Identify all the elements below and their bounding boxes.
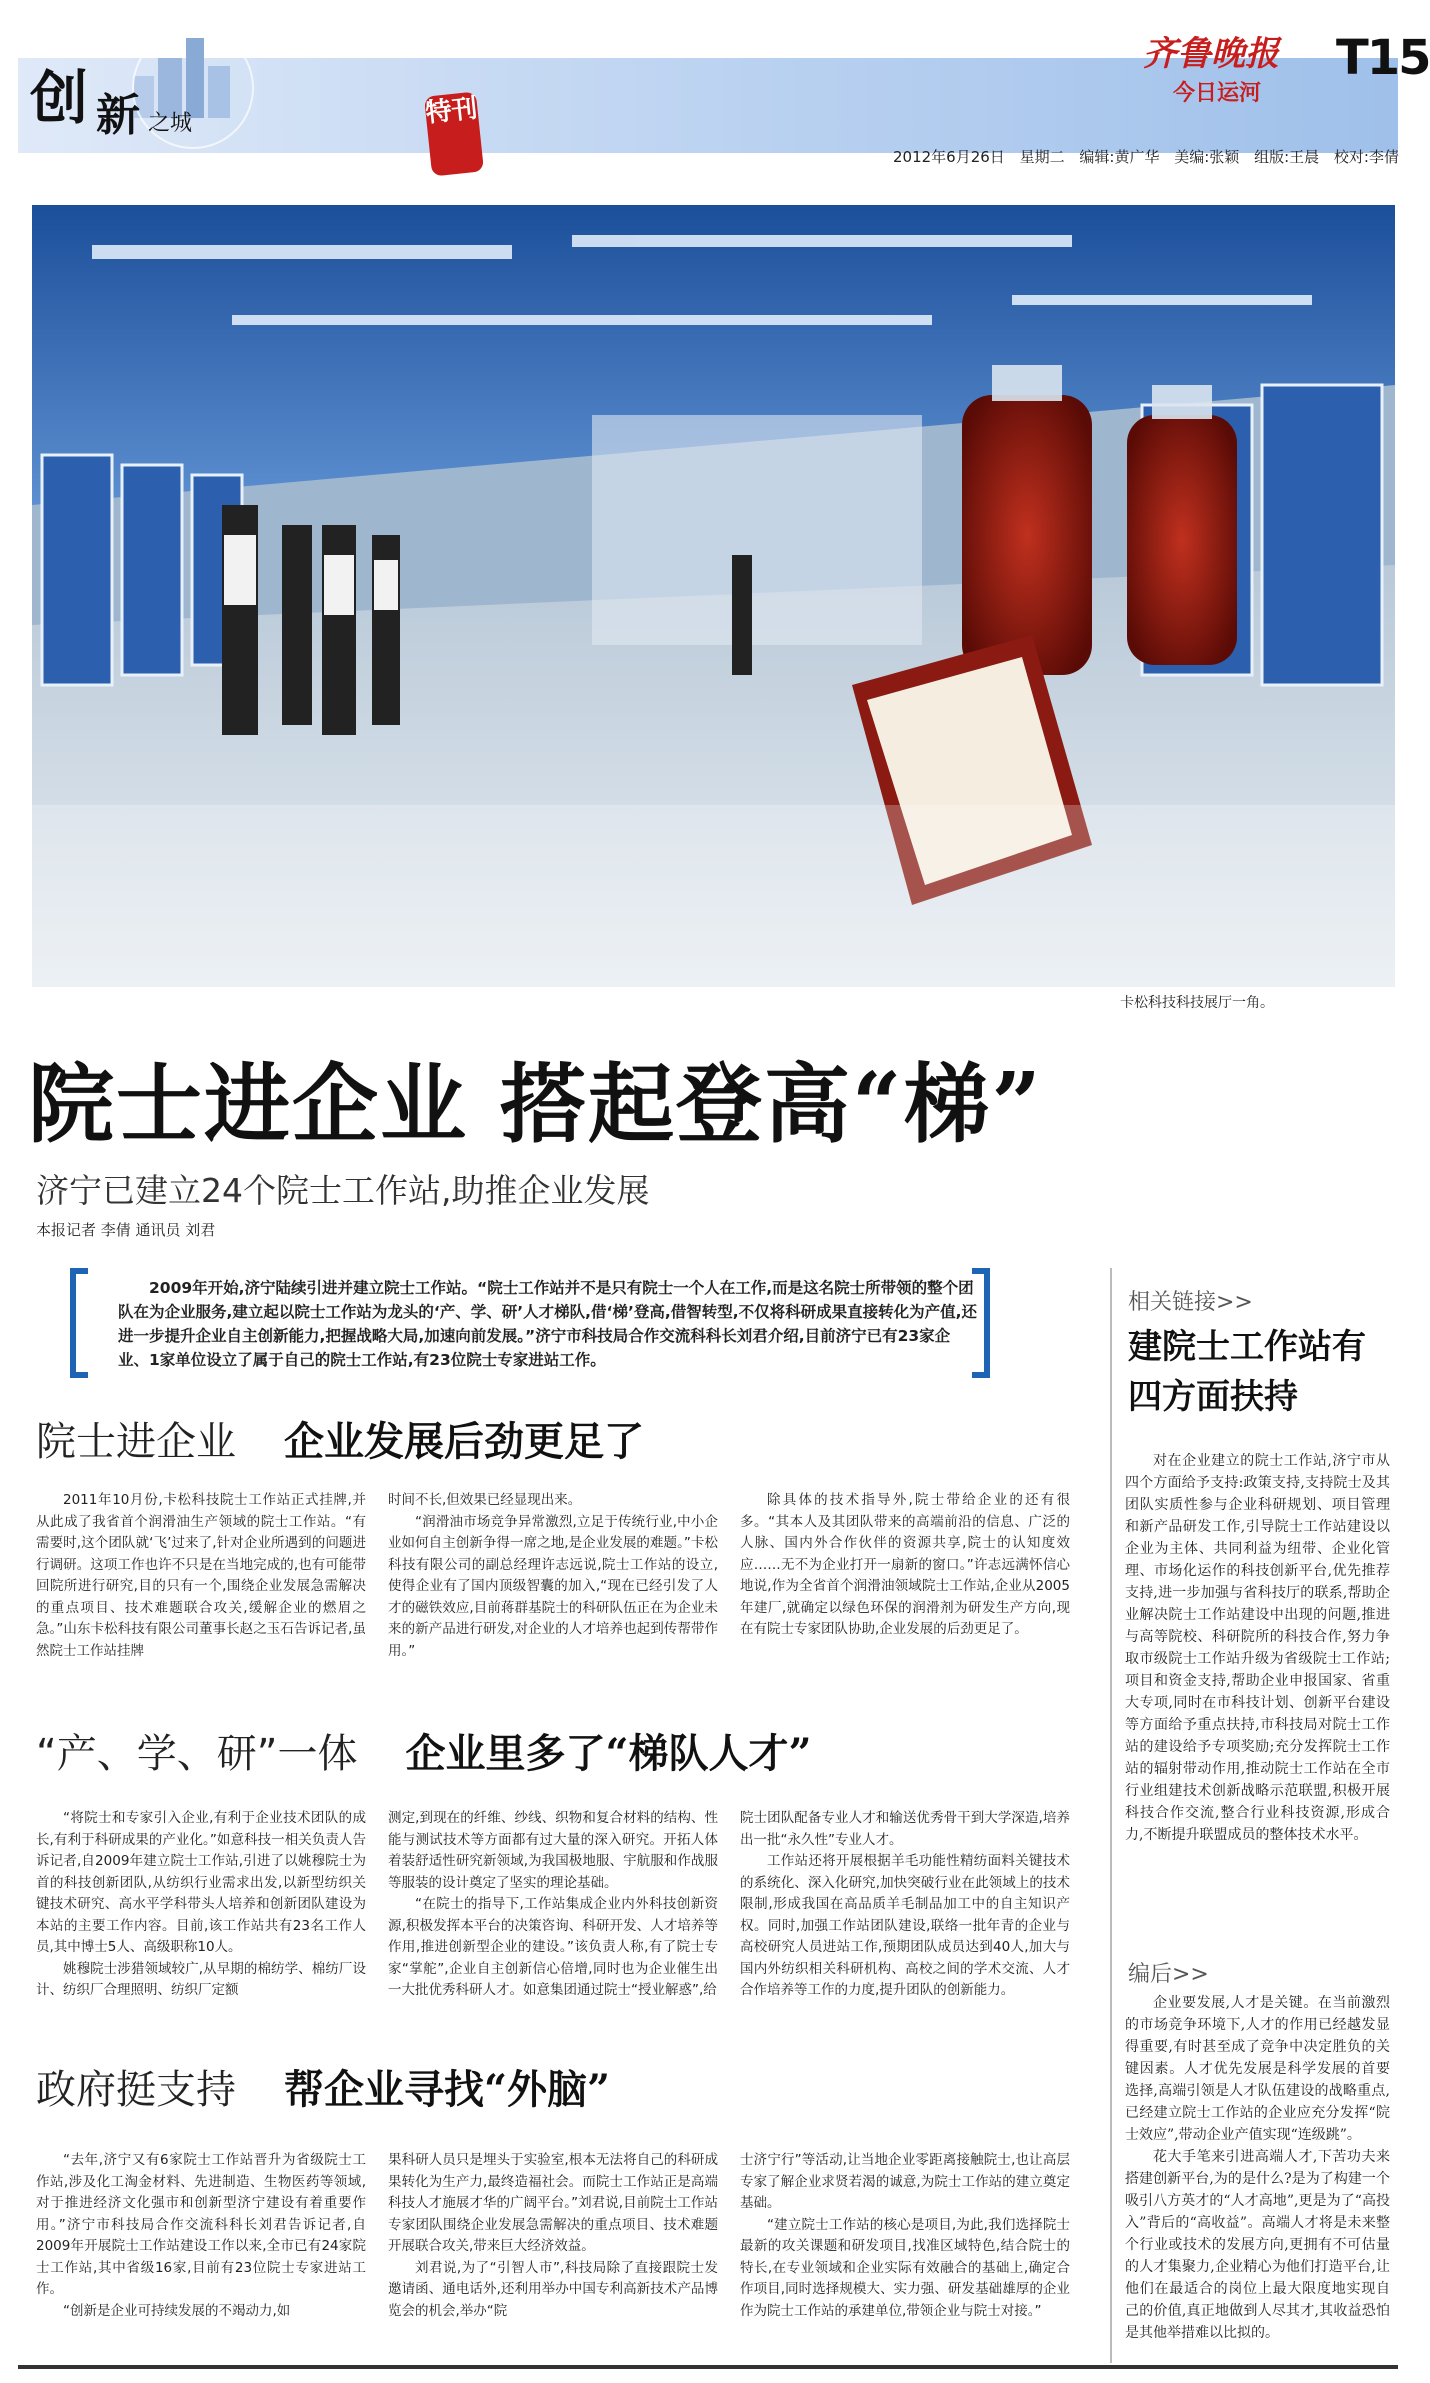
paragraph: 花大手笔来引进高端人才,下苦功夫来搭建创新平台,为的是什么?是为了构建一个吸引八方英才的“人才高地”,更是为了“高投入”背后的“高收益”。高端人才将是未来整个行业或技术的发展方向,更拥有不可估量的人才集聚力,企业精心为他们打造平台,让他们在最适合的岗位上最大限度地实现自己的价值,真正地做到人尽其才,其收益恐怕是其他举措难以比拟的。 xyxy=(1125,2149,1390,2341)
paragraph: 果科研人员只是埋头于实验室,根本无法将自己的科研成果转化为生产力,最终造福社会。而院士工作站正是高端科技人才施展才华的广阔平台。”刘君说,目前院士工作站专家团队围绕企业发展急需解决的重点项目、技术难题开展联合攻关,带来巨大经济效益。 xyxy=(388,2152,718,2254)
bottom-rule xyxy=(18,2365,1398,2369)
sidebar-title: 建院士工作站有四方面扶持 xyxy=(1128,1327,1366,1417)
section-heading xyxy=(36,1722,811,1779)
paragraph: 企业要发展,人才是关键。在当前激烈的市场竞争环境下,人才的作用已经越发显得重要,有时甚至成了竞争中决定胜负的关键因素。人才优先发展是科学发展的首要选择,高端引领是人才队伍建设的战略重点,已经建立院士工作站的企业应充分发挥“院士效应”,带动企业产值实现“连级跳”。 xyxy=(1125,1995,1390,2143)
paragraph: 2011年10月份,卡松科技院士工作站正式挂牌,并从此成了我省首个润滑油生产领域的院士工作站。“有需要时,这个团队就‘飞’过来了,针对企业所遇到的问题进行调研。这项工作也许不只是在当地完成的,也有可能带回院所进行研究,目的只有一个,围绕企业发展急需解决的重点项目、技术难题联合攻关,缓解企业的燃眉之急。”山东卡松科技有限公司董事长赵之玉石告诉记者,虽然院士工作站挂牌 xyxy=(36,1492,366,1659)
paragraph: 时间不长,但效果已经显现出来。 xyxy=(388,1492,582,1508)
sidebar-body xyxy=(1125,1450,1390,1846)
lead-box xyxy=(70,1268,990,1378)
text-column xyxy=(740,1808,1070,2002)
page-header xyxy=(18,18,1430,188)
text-column xyxy=(740,2150,1070,2322)
text-column xyxy=(36,1490,366,1662)
text-column xyxy=(740,1490,1070,1641)
section-kicker: 政府挺支持 xyxy=(36,2067,236,2113)
byline: 本报记者 李倩 通讯员 刘君 xyxy=(36,1221,216,1239)
svg-text:新: 新 xyxy=(96,90,140,141)
newspaper-name: 齐鲁晚报 xyxy=(1143,34,1279,74)
paragraph: “润滑油市场竞争异常激烈,立足于传统行业,中小企业如何自主创新争得一席之地,是企业发展的难题。”卡松科技有限公司的副总经理许志远说,院士工作站的设立,使得企业有了国内顶级智囊的加入,“现在已经引发了人才的磁铁效应,目前蒋群基院士的科研队伍正在为企业未来的新产品进行研发,对企业的人才培养也起到传帮带作用。” xyxy=(388,1513,718,1659)
text-column xyxy=(388,2150,718,2322)
logo-text: 创 xyxy=(30,64,89,132)
paragraph: “建立院士工作站的核心是项目,为此,我们选择院士最新的攻关课题和研发项目,找准区域特色,结合院士的特长,在专业领域和企业实际有效融合的基础上,确定合作项目,同时选择规模大、实力强、研发基础雄厚的企业作为院士工作站的承建单位,带领企业与院士对接。” xyxy=(740,2216,1070,2319)
exhibition-hall-photo xyxy=(32,205,1395,987)
sidebar-divider xyxy=(1110,1268,1112,2363)
section-heading xyxy=(36,2058,610,2115)
special-issue-badge: 特刊 xyxy=(424,92,484,177)
section-name: 今日运河 xyxy=(1173,81,1262,106)
paragraph: 院士团队配备专业人才和输送优秀骨干到大学深造,培养出一批“永久性”专业人才。 xyxy=(740,1810,1070,1848)
section-kicker: “产、学、研”一体 xyxy=(36,1731,358,1777)
layout-credit: 组版:王晨 xyxy=(1254,148,1320,166)
paragraph: “在院士的指导下,工作站集成企业内外科技创新资源,积极发挥本平台的决策咨询、科研开发、人才培养等作用,推进创新型企业的建设。”该负责人称,有了院士专家“掌舵”,企业自主创新信心倍增,同时也为企业催生出一大批优秀科研人才。如意集团通过院士“授业解惑”,给 xyxy=(388,1896,718,1998)
proof-credit: 校对:李倩 xyxy=(1333,148,1399,166)
section-kicker: 院士进企业 xyxy=(36,1419,236,1465)
svg-text:之城: 之城 xyxy=(148,111,193,136)
page-number: T15 xyxy=(1336,30,1430,86)
paragraph: 工作站还将开展根据羊毛功能性精纺面料关键技术的系统化、深入化研究,加快突破行业在此领域上的技术限制,形成我国在高品质羊毛制品加工中的自主知识产权。同时,加强工作站团队建设,联络一批年青的企业与高校研究人员进站工作,预期团队成员达到40人,加大与国内外纺织相关科研机构、高校之间的学术交流、人才合作培养等工作的力度,提升团队的创新能力。 xyxy=(740,1853,1070,1998)
subheadline: 济宁已建立24个院士工作站,助推企业发展 xyxy=(36,1171,650,1210)
section-title: 帮企业寻找“外脑” xyxy=(284,2066,611,2113)
sidebar-label: 相关链接>> xyxy=(1128,1290,1253,1315)
paragraph: 除具体的技术指导外,院士带给企业的还有很多。“其本人及其团队带来的高端前沿的信息、广泛的人脉、国内外合作伙伴的资源共享,院士的认知度效应……无不为企业打开一扇新的窗口。”许志远满怀信心地说,作为全省首个润滑油领域院士工作站,企业从2005年建厂,就确定以绿色环保的润滑剂为研发生产方向,现在有院士专家团队协助,企业发展的后劲更足了。 xyxy=(740,1492,1070,1637)
photo-caption: 卡松科技科技展厅一角。 xyxy=(1120,995,1274,1011)
headline: 院士进企业 搭起登高“梯” xyxy=(28,1054,1043,1155)
issue-weekday: 星期二 xyxy=(1019,148,1065,166)
issue-date: 2012年6月26日 xyxy=(893,148,1005,166)
paragraph: “将院士和专家引入企业,有利于企业技术团队的成长,有利于科研成果的产业化。”如意科技一相关负责人告诉记者,自2009年建立院士工作站,引进了以姚穆院士为首的科技创新团队,从纺织行业需求出发,以新型纺织关键技术研究、高水平学科带头人培养和创新团队建设为本站的主要工作内容。目前,该工作站共有23名工作人员,其中博士5人、高级职称10人。 xyxy=(36,1810,366,1955)
text-column xyxy=(388,1490,718,1662)
section-title: 企业里多了“梯队人才” xyxy=(405,1730,812,1777)
lead-paragraph: 2009年开始,济宁陆续引进并建立院士工作站。“院士工作站并不是只有院士一个人在工作,而是这名院士所带领的整个团队在为企业服务,建立起以院士工作站为龙头的‘产、学、研’人才梯队,借‘梯’登高,借智转型,不仅将科研成果直接转化为产值,还进一步提升企业自主创新能力,把握战略大局,加速向前发展。”济宁市科技局合作交流科科长刘君介绍,目前济宁已有23家企业、1家单位设立了属于自己的院士工作站,有23位院士专家进站工作。 xyxy=(118,1279,977,1369)
paragraph: “去年,济宁又有6家院士工作站晋升为省级院士工作站,涉及化工淘金材料、先进制造、生物医药等领域,对于推进经济文化强市和创新型济宁建设有着重要作用。”济宁市科技局合作交流科科长刘君告诉记者,自2009年开展院士工作站建设工作以来,全市已有24家院士工作站,其中省级16家,目前有23位院士专家进站工作。 xyxy=(36,2152,366,2297)
paragraph: 士济宁行”等活动,让当地企业零距离接触院士,也让高层专家了解企业求贤若渴的诚意,为院士工作站的建立奠定基础。 xyxy=(740,2152,1070,2211)
paragraph: “创新是企业可持续发展的不竭动力,如 xyxy=(63,2302,291,2319)
section-heading xyxy=(36,1410,644,1467)
editor-note-body xyxy=(1125,1992,1390,2344)
paragraph: 测定,到现在的纤维、纱线、织物和复合材料的结构、性能与测试技术等方面都有过大量的深入研究。开拓人体着装舒适性研究新领域,为我国极地服、宇航服和作战服等服装的设计奠定了坚实的理论基础。 xyxy=(388,1810,718,1891)
art-credit: 美编:张颖 xyxy=(1174,148,1240,166)
issue-meta xyxy=(893,146,1409,167)
paragraph: 刘君说,为了“引智人市”,科技局除了直接跟院士发邀请函、通电话外,还利用举办中国专利高新技术产品博览会的机会,举办“院 xyxy=(388,2259,718,2319)
section-title: 企业发展后劲更足了 xyxy=(284,1418,644,1465)
paragraph: 姚穆院士涉猎领域较广,从早期的棉纺学、棉纺厂设计、纺织厂合理照明、纺织厂定额 xyxy=(36,1960,366,1998)
text-column xyxy=(36,1808,366,2002)
bracket-left xyxy=(70,1268,88,1378)
text-column xyxy=(36,2150,366,2322)
brand-logo xyxy=(18,18,288,168)
text-column xyxy=(388,1808,718,2002)
paragraph: 对在企业建立的院士工作站,济宁市从四个方面给予支持:政策支持,支持院士及其团队实质性参与企业科研规划、项目管理和新产品研发工作,引导院士工作站建设以企业为主体、共同利益为纽带、企业化管理、市场化运作的科技创新平台,优先推荐支持,进一步加强与省科技厅的联系,帮助企业解决院士工作站建设中出现的问题,推进与高等院校、科研院所的科技合作,努力争取市级院士工作站升级为省级院士工作站;项目和资金支持,帮助企业申报国家、省重大专项,同时在市科技计划、创新平台建设等方面给予重点扶持,市科技局对院士工作站的建设给予专项奖励;充分发挥院士工作站的辐射带动作用,推动院士工作站在全市行业组建技术创新战略示范联盟,积极开展科技合作交流,整合行业科技资源,形成合力,不断提升联盟成员的整体技术水平。 xyxy=(1125,1453,1390,1843)
editor-note-label: 编后>> xyxy=(1128,1962,1209,1987)
editor-credit: 编辑:黄广华 xyxy=(1079,148,1160,166)
